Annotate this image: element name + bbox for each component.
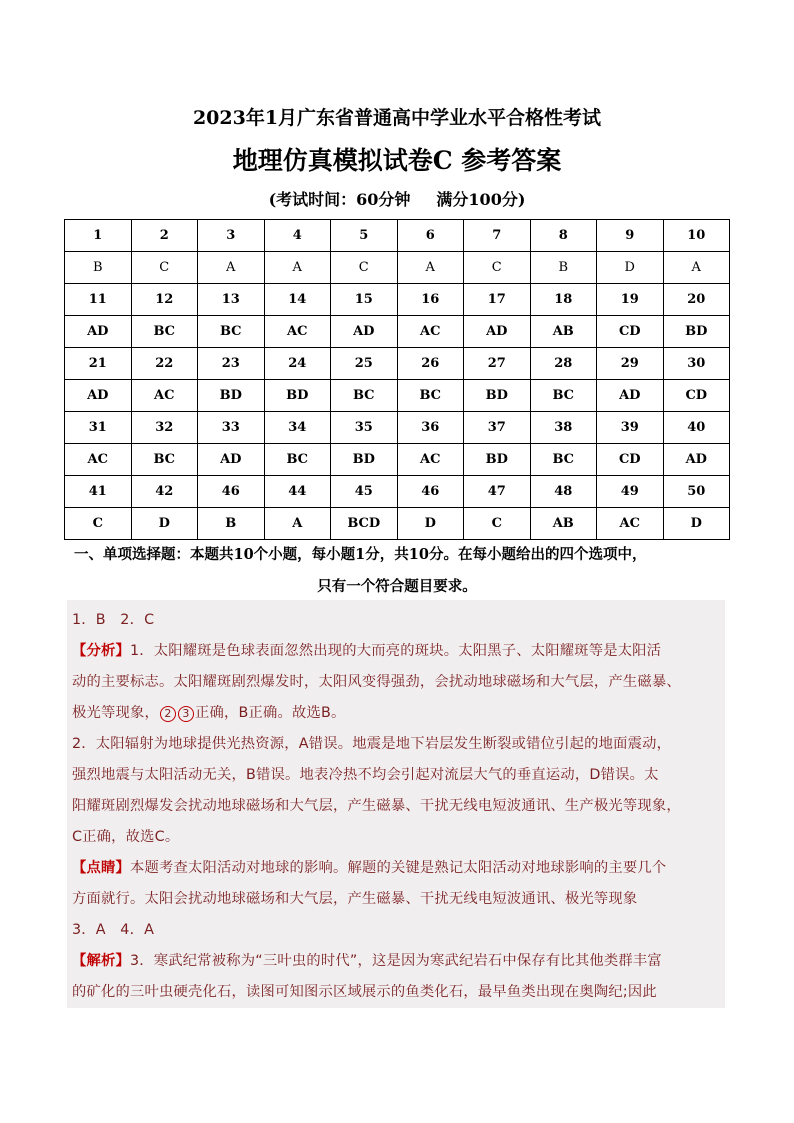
question-number-cell: 13 <box>198 284 265 316</box>
comment-tag: 【点睛】 <box>72 860 130 876</box>
answer-key-title: 地理仿真模拟试卷C 参考答案 <box>232 146 562 175</box>
question-number-cell: 49 <box>597 476 664 508</box>
answer-cell: D <box>663 508 730 540</box>
explanation-line: 的矿化的三叶虫硬壳化石，读图可知图示区域展示的鱼类化石，最早鱼类出现在奥陶纪;因此 <box>72 984 657 1000</box>
answer-cell: CD <box>597 444 664 476</box>
question-number-cell: 22 <box>131 348 198 380</box>
answer-cell: BC <box>264 444 331 476</box>
answer-cell: A <box>198 252 265 284</box>
answer-cell: AC <box>397 444 464 476</box>
answer-cell: C <box>65 508 132 540</box>
question-number-cell: 38 <box>530 412 597 444</box>
exam-title: 2023年1月广东省普通高中学业水平合格性考试 <box>192 107 602 129</box>
answer-key-row <box>65 444 730 476</box>
question-number-cell: 18 <box>530 284 597 316</box>
question-number-row <box>65 476 730 508</box>
explanation-line <box>72 857 666 877</box>
question-number-cell: 15 <box>331 284 398 316</box>
question-number-cell: 48 <box>530 476 597 508</box>
full-score: 满分100分) <box>436 190 526 209</box>
question-number-cell: 20 <box>663 284 730 316</box>
answer-cell: AC <box>65 444 132 476</box>
question-number-cell: 34 <box>264 412 331 444</box>
question-number-cell: 21 <box>65 348 132 380</box>
answer-cell: AC <box>264 316 331 348</box>
question-number-row <box>65 348 730 380</box>
answer-cell: BD <box>663 316 730 348</box>
question-number-cell: 25 <box>331 348 398 380</box>
answer-cell: B <box>198 508 265 540</box>
question-number-cell: 31 <box>65 412 132 444</box>
answer-cell: D <box>597 252 664 284</box>
question-number-cell: 19 <box>597 284 664 316</box>
question-number-cell: 17 <box>464 284 531 316</box>
answer-cell: C <box>131 252 198 284</box>
answer-cell: CD <box>663 380 730 412</box>
answer-cell: D <box>131 508 198 540</box>
explanation-text: 极光等现象， <box>72 705 159 721</box>
answer-cell: AD <box>65 380 132 412</box>
question-number-cell: 40 <box>663 412 730 444</box>
answer-line: 1．B 2．C <box>72 612 155 628</box>
question-number-cell: 2 <box>131 220 198 252</box>
question-number-cell: 26 <box>397 348 464 380</box>
answer-cell: BC <box>331 380 398 412</box>
question-number-cell: 7 <box>464 220 531 252</box>
explanation-line <box>72 640 661 660</box>
answer-cell: AC <box>597 508 664 540</box>
section-heading-cont: 只有一个符合题目要求。 <box>317 578 477 595</box>
answer-cell: AC <box>397 316 464 348</box>
answer-cell: BC <box>397 380 464 412</box>
circled-number: 2 <box>160 706 176 722</box>
question-number-row <box>65 284 730 316</box>
section-heading: 一、单项选择题：本题共10个小题，每小题1分，共10分。在每小题给出的四个选项中， <box>74 546 647 563</box>
answer-cell: BD <box>264 380 331 412</box>
answer-cell: C <box>464 252 531 284</box>
explanation-text: 3．寒武纪常被称为“三叶虫的时代”，这是因为寒武纪岩石中保存有比其他类群丰富 <box>130 953 662 969</box>
question-number-cell: 1 <box>65 220 132 252</box>
question-number-cell: 30 <box>663 348 730 380</box>
answer-key-row <box>65 380 730 412</box>
answer-cell: A <box>264 252 331 284</box>
analysis-tag: 【分析】 <box>72 643 130 659</box>
question-number-cell: 5 <box>331 220 398 252</box>
explanation-text: 1．太阳耀斑是色球表面忽然出现的大而亮的斑块。太阳黑子、太阳耀斑等是太阳活 <box>130 643 662 659</box>
answer-cell: BC <box>530 380 597 412</box>
question-number-cell: 33 <box>198 412 265 444</box>
explanation-line: 2．太阳辐射为地球提供光热资源，A错误。地震是地下岩层发生断裂或错位引起的地面震动， <box>72 736 672 752</box>
question-number-cell: 11 <box>65 284 132 316</box>
question-number-row <box>65 220 730 252</box>
answer-cell: AD <box>331 316 398 348</box>
explanation-text: 正确，B正确。故选B。 <box>194 705 346 721</box>
question-number-cell: 28 <box>530 348 597 380</box>
question-number-cell: 50 <box>663 476 730 508</box>
answer-cell: BCD <box>331 508 398 540</box>
answer-cell: BD <box>331 444 398 476</box>
question-number-cell: 4 <box>264 220 331 252</box>
explanation-line: 动的主要标志。太阳耀斑剧烈爆发时，太阳风变得强劲，会扰动地球磁场和大气层，产生磁暴、 <box>72 674 681 690</box>
answer-cell: C <box>464 508 531 540</box>
answer-cell: B <box>65 252 132 284</box>
question-number-row <box>65 412 730 444</box>
answer-cell: A <box>264 508 331 540</box>
question-number-cell: 12 <box>131 284 198 316</box>
question-number-cell: 29 <box>597 348 664 380</box>
explanation-line <box>72 950 662 970</box>
explanation-line: C正确，故选C。 <box>72 829 180 845</box>
question-number-cell: 9 <box>597 220 664 252</box>
answer-cell: C <box>331 252 398 284</box>
answer-cell: AD <box>597 380 664 412</box>
question-number-cell: 14 <box>264 284 331 316</box>
question-number-cell: 23 <box>198 348 265 380</box>
answer-cell: BD <box>198 380 265 412</box>
question-number-cell: 46 <box>198 476 265 508</box>
question-number-cell: 27 <box>464 348 531 380</box>
answer-cell: BC <box>530 444 597 476</box>
answer-table <box>64 219 730 540</box>
question-number-cell: 6 <box>397 220 464 252</box>
explanation-line: 强烈地震与太阳活动无关，B错误。地表冷热不均会引起对流层大气的垂直运动，D错误。太 <box>72 767 659 783</box>
answer-cell: AD <box>198 444 265 476</box>
answer-cell: BC <box>131 444 198 476</box>
question-number-cell: 3 <box>198 220 265 252</box>
explanation-line: 阳耀斑剧烈爆发会扰动地球磁场和大气层，产生磁暴、干扰无线电短波通讯、生产极光等现象， <box>72 798 681 814</box>
question-number-cell: 35 <box>331 412 398 444</box>
question-number-cell: 32 <box>131 412 198 444</box>
answer-cell: B <box>530 252 597 284</box>
answer-cell: A <box>397 252 464 284</box>
circled-number: 3 <box>178 706 194 722</box>
answer-key-row <box>65 252 730 284</box>
answer-cell: D <box>397 508 464 540</box>
question-number-cell: 37 <box>464 412 531 444</box>
question-number-cell: 42 <box>131 476 198 508</box>
answer-cell: BD <box>464 444 531 476</box>
answer-key-row <box>65 316 730 348</box>
answer-key-row <box>65 508 730 540</box>
question-number-cell: 16 <box>397 284 464 316</box>
answer-cell: BD <box>464 380 531 412</box>
question-number-cell: 36 <box>397 412 464 444</box>
explanation-line: 方面就行。太阳会扰动地球磁场和大气层，产生磁暴、干扰无线电短波通讯、极光等现象 <box>72 891 638 907</box>
question-number-cell: 41 <box>65 476 132 508</box>
answer-cell: AD <box>65 316 132 348</box>
exam-info <box>0 187 794 210</box>
answer-cell: AC <box>131 380 198 412</box>
question-number-cell: 45 <box>331 476 398 508</box>
answer-cell: AB <box>530 316 597 348</box>
question-number-cell: 47 <box>464 476 531 508</box>
answer-cell: AB <box>530 508 597 540</box>
explanation-line <box>72 702 345 722</box>
question-number-cell: 24 <box>264 348 331 380</box>
answer-cell: CD <box>597 316 664 348</box>
answer-cell: A <box>663 252 730 284</box>
question-number-cell: 46 <box>397 476 464 508</box>
question-number-cell: 39 <box>597 412 664 444</box>
question-number-cell: 8 <box>530 220 597 252</box>
explain-tag: 【解析】 <box>72 953 130 969</box>
answer-cell: AD <box>464 316 531 348</box>
answer-cell: BC <box>131 316 198 348</box>
answer-line: 3．A 4．A <box>72 922 155 938</box>
answer-cell: AD <box>663 444 730 476</box>
explanation-block <box>67 600 725 1008</box>
question-number-cell: 44 <box>264 476 331 508</box>
exam-time: (考试时间：60分钟 <box>268 190 411 209</box>
explanation-text: 本题考查太阳活动对地球的影响。解题的关键是熟记太阳活动对地球影响的主要几个 <box>130 860 667 876</box>
question-number-cell: 10 <box>663 220 730 252</box>
answer-cell: BC <box>198 316 265 348</box>
